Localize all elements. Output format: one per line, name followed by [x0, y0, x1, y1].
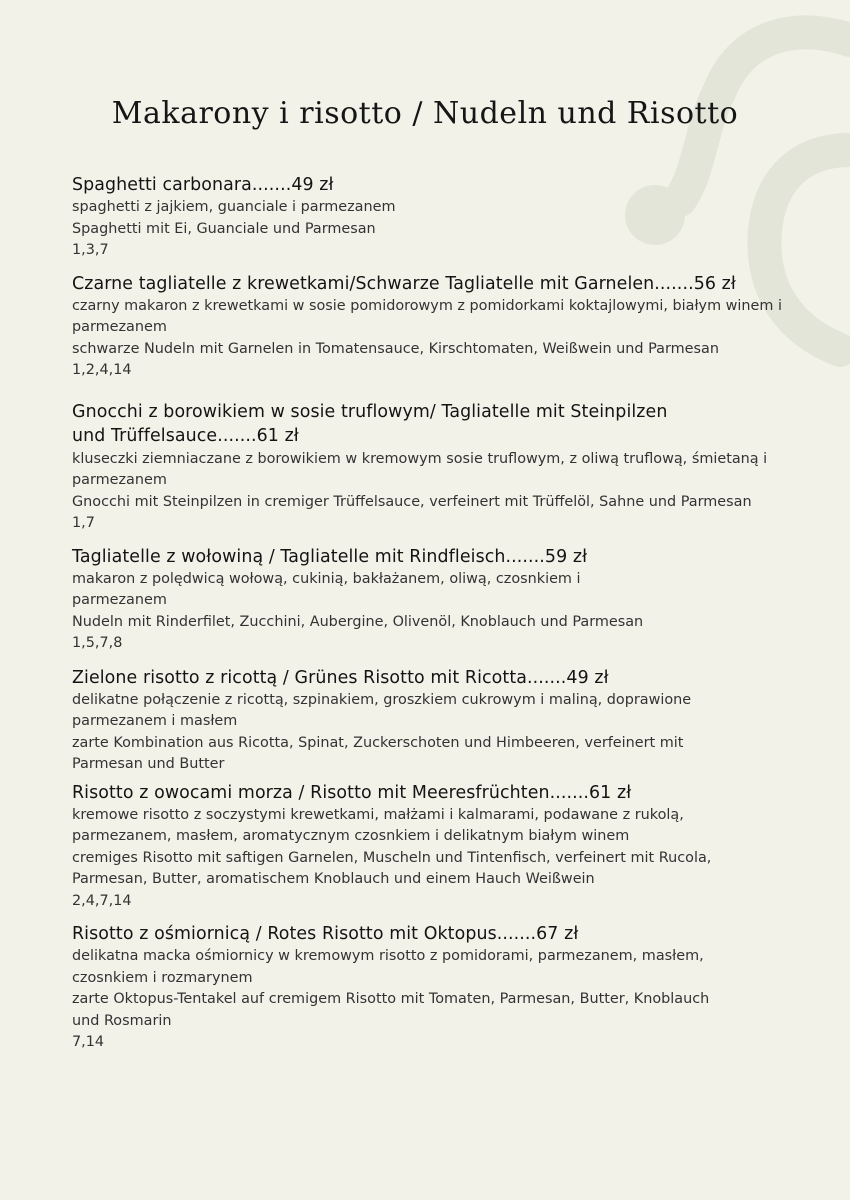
menu-item-description-de: zarte Oktopus-Tentakel auf cremigem Risotto mit Tomaten, Parmesan, Butter, Knoblauch und Rosmarin — [72, 991, 710, 1029]
menu-list — [72, 174, 797, 1054]
menu-item-description-pl: kremowe risotto z soczystymi krewetkami, małżami i kalmarami, podawane z rukolą, parmezanem, masłem, aromatycznym czosnkiem i delikatnym białym winem — [72, 806, 684, 844]
menu-item — [72, 667, 797, 776]
menu-item — [72, 782, 797, 913]
menu-item-description-pl: makaron z polędwicą wołową, cukinią, bakłażanem, oliwą, czosnkiem i parmezanem — [72, 570, 581, 608]
menu-item — [72, 923, 797, 1054]
menu-item-description-de: schwarze Nudeln mit Garnelen in Tomatensauce, Kirschtomaten, Weißwein und Parmesan — [72, 340, 719, 357]
menu-item-description-de: Spaghetti mit Ei, Guanciale und Parmesan — [72, 220, 376, 237]
menu-item-name: Czarne tagliatelle z krewetkami/Schwarze Tagliatelle mit Garnelen.......56 zł — [72, 273, 736, 294]
menu-item-description-de: zarte Kombination aus Ricotta, Spinat, Zuckerschoten und Himbeeren, verfeinert mit Parmesan und Butter — [72, 734, 684, 772]
menu-item — [72, 400, 797, 535]
menu-item-allergens: 7,14 — [72, 1034, 105, 1050]
page-title: Makarony i risotto / Nudeln und Risotto — [111, 96, 739, 131]
menu-item-name: Spaghetti carbonara.......49 zł — [72, 175, 334, 195]
menu-item-description-pl: spaghetti z jajkiem, guanciale i parmezanem — [72, 199, 396, 215]
menu-item — [72, 546, 797, 655]
menu-item — [72, 174, 797, 262]
menu-item-allergens: 1,7 — [72, 515, 95, 531]
menu-item-allergens: 1,3,7 — [72, 242, 109, 258]
menu-item-description-pl: kluseczki ziemniaczane z borowikiem w kremowym sosie truflowym, z oliwą truflową, śmietaną i parmezanem — [72, 450, 768, 488]
menu-item-description-pl: delikatne połączenie z ricottą, szpinakiem, groszkiem cukrowym i maliną, doprawione parmezanem i masłem — [72, 691, 692, 729]
menu-item-name: Risotto z ośmiornicą / Rotes Risotto mit Oktopus.......67 zł — [72, 924, 579, 944]
menu-item-allergens: 2,4,7,14 — [72, 892, 132, 909]
menu-item-description-pl: delikatna macka ośmiornicy w kremowym risotto z pomidorami, parmezanem, masłem, czosnkiem i rozmarynem — [72, 948, 704, 986]
menu-item-description-de: Nudeln mit Rinderfilet, Zucchini, Aubergine, Olivenöl, Knoblauch und Parmesan — [72, 613, 644, 630]
menu-item-description-pl: czarny makaron z krewetkami w sosie pomidorowym z pomidorkami koktajlowymi, białym winem i parmezanem — [72, 297, 782, 335]
menu-item-name: Tagliatelle z wołowiną / Tagliatelle mit Rindfleisch.......59 zł — [72, 546, 588, 567]
menu-item-name: Gnocchi z borowikiem w sosie truflowym/ Tagliatelle mit Steinpilzen und Trüffelsauce.......61 zł — [72, 401, 668, 446]
menu-item-name: Risotto z owocami morza / Risotto mit Meeresfrüchten.......61 zł — [72, 782, 632, 803]
menu-item-name: Zielone risotto z ricottą / Grünes Risotto mit Ricotta.......49 zł — [72, 667, 609, 688]
menu-item-description-de: Gnocchi mit Steinpilzen in cremiger Trüffelsauce, verfeinert mit Trüffelöl, Sahne und Parmesan — [72, 493, 752, 510]
menu-item — [72, 273, 797, 382]
menu-item-description-de: cremiges Risotto mit saftigen Garnelen, Muscheln und Tintenfisch, verfeinert mit Rucola, Parmesan, Butter, aromatischem Knoblauch und einem Hauch Weißwein — [72, 849, 712, 887]
menu-item-allergens: 1,2,4,14 — [72, 362, 132, 378]
menu-item-allergens: 1,5,7,8 — [72, 635, 123, 651]
